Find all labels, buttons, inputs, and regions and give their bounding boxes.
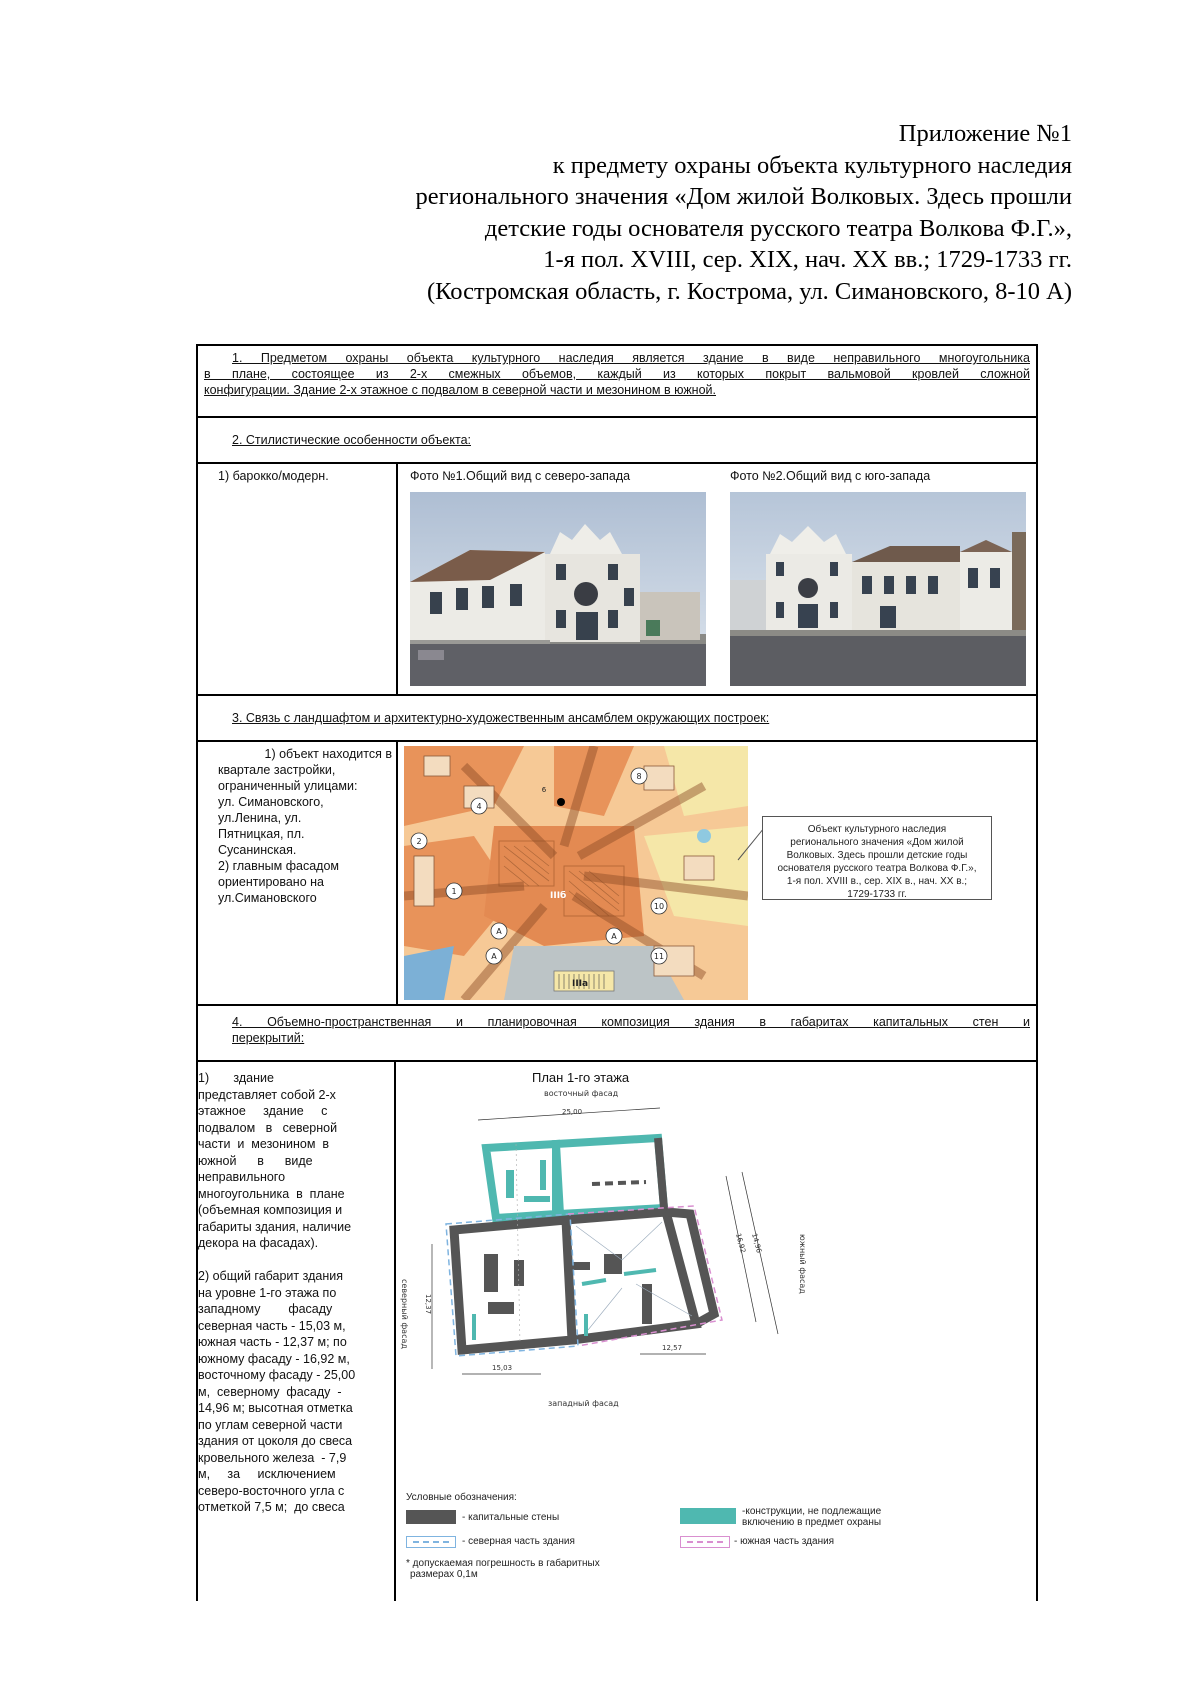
callout-line: Волковых. Здесь прошли детские годы xyxy=(786,850,968,861)
section3-text-line: 1) объект находится в xyxy=(264,747,392,761)
photo1-caption: Фото №1.Общий вид с северо-запада xyxy=(410,469,631,483)
plan-dimension: 12,57 xyxy=(662,1344,683,1352)
row-divider xyxy=(196,462,1038,464)
section4-text-line: габариты здания, наличие xyxy=(198,1219,352,1234)
map-label: A xyxy=(491,952,497,961)
section4-text-line: части и мезонином в xyxy=(198,1137,330,1151)
section4-heading-cont: перекрытий: xyxy=(232,1031,305,1045)
section4-text-line xyxy=(198,1252,392,1269)
callout-line: регионального значения «Дом жилой xyxy=(790,837,964,848)
map-label: 8 xyxy=(636,772,642,781)
floor-plan xyxy=(396,1084,1016,1500)
section4-text-line: (объемная композиция и xyxy=(198,1203,343,1217)
plan-dimension: 25,00 xyxy=(562,1108,583,1116)
section4-text-line: 14,96 м; высотная отметка xyxy=(198,1401,353,1415)
row-divider xyxy=(196,1060,1038,1062)
legend-swatch-north xyxy=(406,1536,456,1548)
header-line: (Костромская область, г. Кострома, ул. Симановского, 8-10 А) xyxy=(426,277,1072,305)
map-label: IIIб xyxy=(550,891,567,901)
section4-text-line: западному фасаду xyxy=(198,1302,333,1316)
legend-note: * допускаемая погрешность в габаритных xyxy=(406,1558,600,1569)
photo2-caption: Фото №2.Общий вид с юго-запада xyxy=(730,469,931,483)
section4-text-line: южной в виде xyxy=(198,1153,313,1168)
col-divider xyxy=(396,462,398,694)
plan-title: План 1-го этажа xyxy=(532,1070,630,1085)
table-border-top xyxy=(196,344,1038,346)
table-border-right xyxy=(1036,344,1038,1601)
photo-northwest-view xyxy=(410,492,706,686)
col-divider xyxy=(396,740,398,1004)
section4-text-line: северная часть - 15,03 м, xyxy=(198,1318,346,1333)
legend-capital: - капитальные стены xyxy=(462,1512,560,1523)
style-item: 1) барокко/модерн. xyxy=(218,469,329,483)
callout-line: Объект культурного наследия xyxy=(807,824,947,835)
building-photo-2 xyxy=(730,492,1026,686)
plan-dimension: 14,96 xyxy=(750,1232,763,1254)
legend-south: - южная часть здания xyxy=(734,1536,835,1547)
protection-table xyxy=(196,344,1038,1601)
section3-text xyxy=(208,746,392,763)
section4-text xyxy=(198,1070,392,1516)
section3-text-line: Пятницкая, пл. xyxy=(218,827,305,841)
plan-dimension: 16,92 xyxy=(734,1232,747,1254)
callout-line: основателя русского театра Волкова Ф.Г.», xyxy=(777,863,977,874)
map-label: 6 xyxy=(541,786,547,794)
plan-facade-label: западный фасад xyxy=(548,1399,619,1408)
section4-heading: 4. Объемно-пространственная и планировочная композиция здания в габаритах капитальных стен и xyxy=(232,1015,1030,1029)
section3-text-line: квартале застройки, xyxy=(218,763,336,777)
section3-text-line: Сусанинская. xyxy=(218,843,297,857)
section4-text-line: м, северному фасаду - xyxy=(198,1384,342,1399)
section3-text-line: ориентировано на xyxy=(218,875,324,889)
section4-text-line: представляет собой 2-х xyxy=(198,1087,336,1102)
row-divider xyxy=(196,694,1038,696)
map-label: 10 xyxy=(653,902,665,911)
header-line: регионального значения «Дом жилой Волковых. Здесь прошли xyxy=(415,183,1072,210)
section4-text-line: этажное здание с xyxy=(198,1104,328,1118)
row-divider xyxy=(196,416,1038,418)
map-label: 11 xyxy=(653,952,665,961)
section2-heading: 2. Стилистические особенности объекта: xyxy=(232,433,471,447)
header-line: детские годы основателя русского театра Волкова Ф.Г.», xyxy=(484,214,1072,242)
section4-text-line: южная часть - 12,37 м; по xyxy=(198,1335,347,1349)
plan-facade-label: восточный фасад xyxy=(544,1089,619,1098)
section4-text-line: многоугольника в плане xyxy=(198,1186,345,1201)
object-callout xyxy=(762,816,992,900)
section4-text-line: южному фасаду - 16,92 м, xyxy=(198,1351,350,1366)
legend-swatch-south xyxy=(680,1536,730,1548)
header-line: 1-я пол. XVIII, сер. XIX, нач. XX вв.; 1729-1733 гг. xyxy=(543,246,1072,273)
section3-text-line: ул.Симановского xyxy=(218,891,317,905)
section4-text-line: подвалом в северной xyxy=(198,1120,338,1135)
legend-construct: включению в предмет охраны xyxy=(742,1517,882,1528)
section4-text-line: здания от цоколя до свеса xyxy=(198,1434,353,1448)
urban-plan-map xyxy=(404,746,748,1000)
section4-text-line: восточному фасаду - 25,00 xyxy=(198,1368,356,1382)
section4-text-line: 1) здание xyxy=(198,1071,274,1085)
section3-heading: 3. Связь с ландшафтом и архитектурно-художественным ансамблем окружающих построек: xyxy=(232,711,770,725)
section1-line: 1. Предметом охраны объекта культурного наследия является здание в виде неправильного многоугольника xyxy=(232,351,1030,365)
legend-swatch-construct xyxy=(680,1508,736,1524)
location-map xyxy=(404,746,748,1000)
building-photo-1 xyxy=(410,492,706,686)
section4-text-line: по углам северной части xyxy=(198,1417,343,1432)
row-divider xyxy=(196,1004,1038,1006)
section4-text-line: отметкой 7,5 м; до свеса xyxy=(198,1500,345,1514)
section3-text-line: ул.Ленина, ул. xyxy=(218,811,302,825)
section4-text-line: 2) общий габарит здания xyxy=(198,1269,343,1283)
section4-text-line: неправильного xyxy=(198,1170,286,1184)
row-divider xyxy=(196,740,1038,742)
appendix-header xyxy=(172,118,1072,307)
section1-line: в плане, состоящее из 2-х смежных объемов, каждый из которых покрыт вальмовой кровлей сложной xyxy=(204,367,1030,381)
legend-north: - северная часть здания xyxy=(462,1536,575,1547)
map-label: A xyxy=(496,927,502,936)
section4-text-line: кровельного железа - 7,9 xyxy=(198,1450,347,1465)
callout-line: 1729-1733 гг. xyxy=(847,889,907,900)
header-line: к предмету охраны объекта культурного наследия xyxy=(552,151,1072,179)
callout-line: 1-я пол. XVIII в., сер. XIX в., нач. XX в.; xyxy=(786,876,968,887)
section4-text-line: на уровне 1-го этажа по xyxy=(198,1285,337,1300)
section4-text-line: декора на фасадах). xyxy=(198,1236,319,1250)
plan-dimension: 12,37 xyxy=(424,1294,432,1315)
header-line: Приложение №1 xyxy=(898,120,1072,147)
photo-southwest-view xyxy=(730,492,1026,686)
map-label: 1 xyxy=(451,887,457,896)
section1-line: конфигурации. Здание 2-х этажное с подвалом в северной части и мезонином в южной. xyxy=(204,383,716,397)
map-label: 4 xyxy=(476,802,482,811)
section4-text-line: м, за исключением xyxy=(198,1467,336,1481)
section3-text-line: 2) главным фасадом xyxy=(218,859,339,873)
plan-facade-label: северный фасад xyxy=(400,1279,409,1349)
section4-text-line: северо-восточного угла с xyxy=(198,1483,345,1498)
plan-facade-label: южный фасад xyxy=(798,1234,807,1294)
legend-title: Условные обозначения: xyxy=(406,1492,517,1503)
map-label: IIIa xyxy=(572,979,589,989)
map-label: A xyxy=(611,932,617,941)
map-label: 2 xyxy=(416,837,422,846)
section3-text-line: ул. Симановского, xyxy=(218,795,324,809)
section3-text-line: ограниченный улицами: xyxy=(218,779,358,793)
legend-construct: -конструкции, не подлежащие xyxy=(742,1506,882,1517)
legend-swatch-capital xyxy=(406,1510,456,1524)
plan-dimension: 15,03 xyxy=(492,1364,513,1372)
legend-note: размерах 0,1м xyxy=(410,1569,478,1580)
